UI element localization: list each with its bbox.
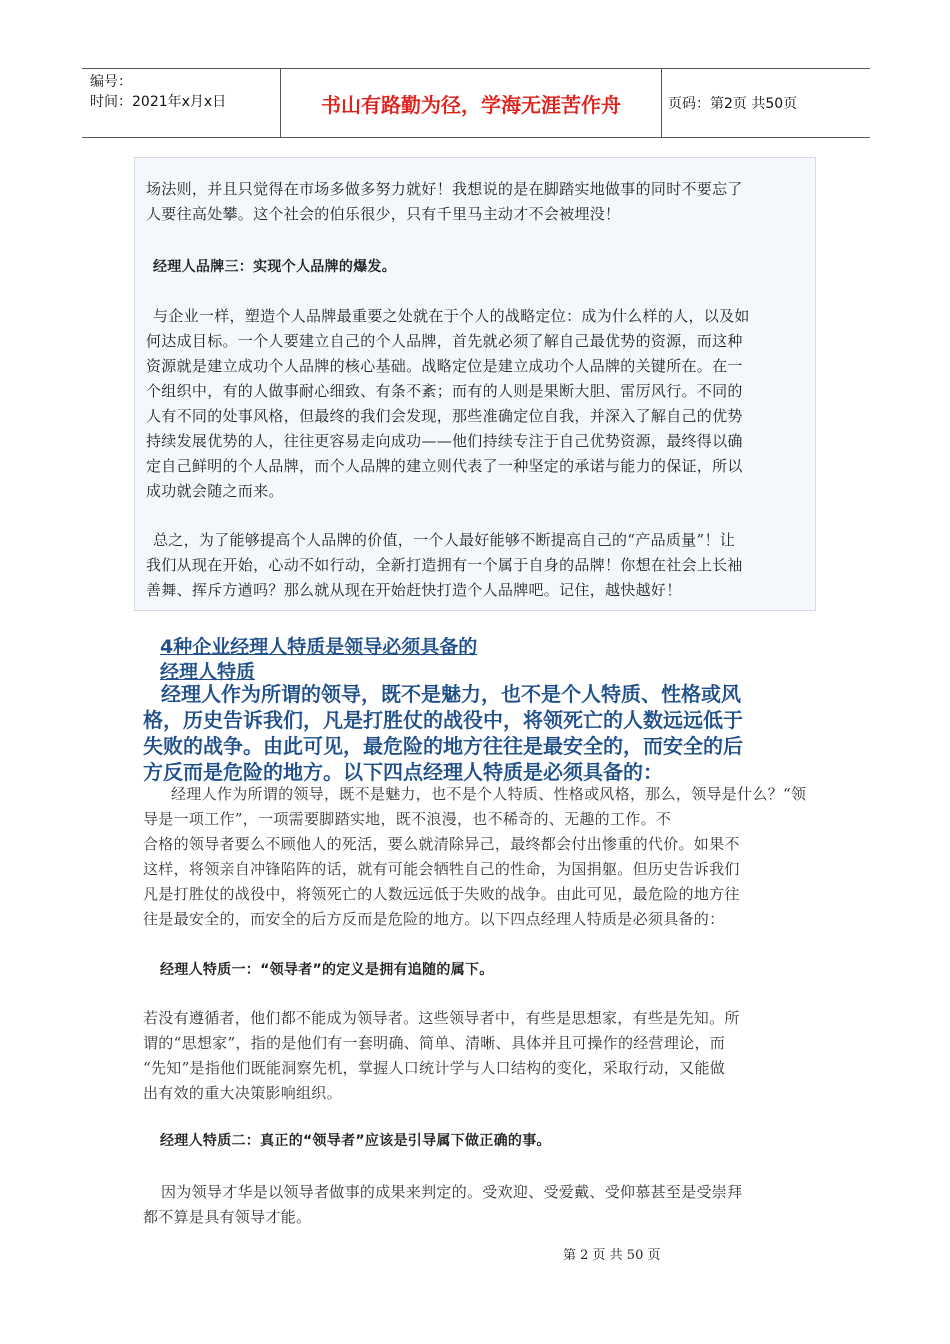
body-para-2: 合格的领导者要么不顾他人的死活，要么就清除异己，最终都会付出惨重的代价。如果不 bbox=[143, 835, 740, 853]
header-page-info: 页码：第2页 共50页 bbox=[668, 96, 798, 112]
article-title-line-2[interactable]: 经理人特质 bbox=[160, 661, 256, 683]
box-p2-line-7: 定自己鲜明的个人品牌，而个人品牌的建立则代表了一种坚定的承诺与能力的保证，所以 bbox=[146, 457, 743, 475]
box-p2-line-6: 持续发展优势的人，往往更容易走向成功——他们持续专注于自己优势资源，最终得以确 bbox=[146, 432, 743, 450]
box-p2-line-5: 人有不同的处事风格，但最终的我们会发现，那些准确定位自我，并深入了解自己的优势 bbox=[146, 407, 743, 425]
number-label: 编号： bbox=[90, 74, 132, 90]
intro-line-4: 方反而是危险的地方。以下四点经理人特质是必须具备的： bbox=[143, 760, 663, 784]
intro-line-1: 经理人作为所谓的领导，既不是魅力，也不是个人特质、性格或风 bbox=[161, 682, 741, 706]
trait-1-heading: 经理人特质一：“领导者”的定义是拥有追随的属下。 bbox=[160, 962, 494, 978]
box-paragraph-1b: 人要往高处攀。这个社会的伯乐很少，只有千里马主动才不会被埋没！ bbox=[146, 205, 621, 223]
body-para-3: 这样，将领亲自冲锋陷阵的话，就有可能会牺牲自己的性命，为国捐躯。但历史告诉我们 bbox=[143, 860, 740, 878]
trait-1-line-2: 谓的“思想家”，指的是他们有一套明确、简单、清晰、具体并且可操作的经营理论，而 bbox=[143, 1034, 726, 1052]
box-p2-line-8: 成功就会随之而来。 bbox=[146, 482, 284, 500]
body-para-5: 往是最安全的，而安全的后方反而是危险的地方。以下四点经理人特质是必须具备的： bbox=[143, 910, 725, 928]
box-p2-line-2: 何达成目标。一个人要建立自己的个人品牌，首先就必须了解自己最优势的资源，而这种 bbox=[146, 332, 743, 350]
trait-2-line-1: 因为领导才华是以领导者做事的成果来判定的。受欢迎、受爱戴、受仰慕甚至是受崇拜 bbox=[161, 1183, 743, 1201]
header-motto: 书山有路勤为径，学海无涯苦作舟 bbox=[281, 69, 662, 137]
intro-line-2: 格，历史告诉我们，凡是打胜仗的战役中，将领死亡的人数远远低于 bbox=[143, 708, 743, 732]
box-paragraph-1a: 场法则，并且只觉得在市场多做多努力就好！我想说的是在脚踏实地做事的同时不要忘了 bbox=[146, 180, 743, 198]
date-label: 时间：2021年x月x日 bbox=[90, 94, 227, 110]
trait-1-line-3: “先知”是指他们既能洞察先机，掌握人口统计学与人口结构的变化，采取行动，又能做 bbox=[143, 1059, 726, 1077]
body-para-1: 经理人作为所谓的领导，既不是魅力，也不是个人特质、性格或风格，那么，领导是什么？“领导是一项工作”，一项需要脚踏实地，既不浪漫，也不稀奇的、无趣的工作。不 bbox=[143, 785, 807, 828]
box-p2-line-3: 资源就是建立成功个人品牌的核心基础。战略定位是建立成功个人品牌的关键所在。在一 bbox=[146, 357, 743, 375]
trait-2-heading: 经理人特质二：真正的“领导者”应该是引导属下做正确的事。 bbox=[160, 1133, 551, 1149]
header-meta bbox=[82, 69, 281, 137]
article-title-line-1[interactable]: 4种企业经理人特质是领导必须具备的 bbox=[160, 636, 478, 658]
trait-1-line-4: 出有效的重大决策影响组织。 bbox=[143, 1084, 342, 1102]
box-p2-line-1: 与企业一样，塑造个人品牌最重要之处就在于个人的战略定位：成为什么样的人，以及如 bbox=[153, 307, 750, 325]
box-p2-line-4: 个组织中，有的人做事耐心细致、有条不紊；而有的人则是果断大胆、雷厉风行。不同的 bbox=[146, 382, 743, 400]
page-footer: 第 2 页 共 50 页 bbox=[563, 1248, 661, 1263]
shaded-text-box bbox=[134, 157, 816, 611]
brand-heading-3: 经理人品牌三：实现个人品牌的爆发。 bbox=[153, 259, 397, 275]
document-header bbox=[82, 68, 870, 138]
box-p3-line-2: 我们从现在开始，心动不如行动，全新打造拥有一个属于自身的品牌！你想在社会上长袖 bbox=[146, 556, 743, 574]
trait-2-line-2: 都不算是具有领导才能。 bbox=[143, 1208, 312, 1226]
box-p3-line-1: 总之，为了能够提高个人品牌的价值，一个人最好能够不断提高自己的“产品质量”！让 bbox=[153, 531, 736, 549]
intro-line-3: 失败的战争。由此可见，最危险的地方往往是最安全的，而安全的后 bbox=[143, 734, 743, 758]
body-para-4: 凡是打胜仗的战役中，将领死亡的人数远远低于失败的战争。由此可见，最危险的地方往 bbox=[143, 885, 740, 903]
box-p3-line-3: 善舞、挥斥方遒吗？那么就从现在开始赶快打造个人品牌吧。记住，越快越好！ bbox=[146, 581, 682, 599]
trait-1-line-1: 若没有遵循者，他们都不能成为领导者。这些领导者中，有些是思想家，有些是先知。所 bbox=[143, 1009, 740, 1027]
